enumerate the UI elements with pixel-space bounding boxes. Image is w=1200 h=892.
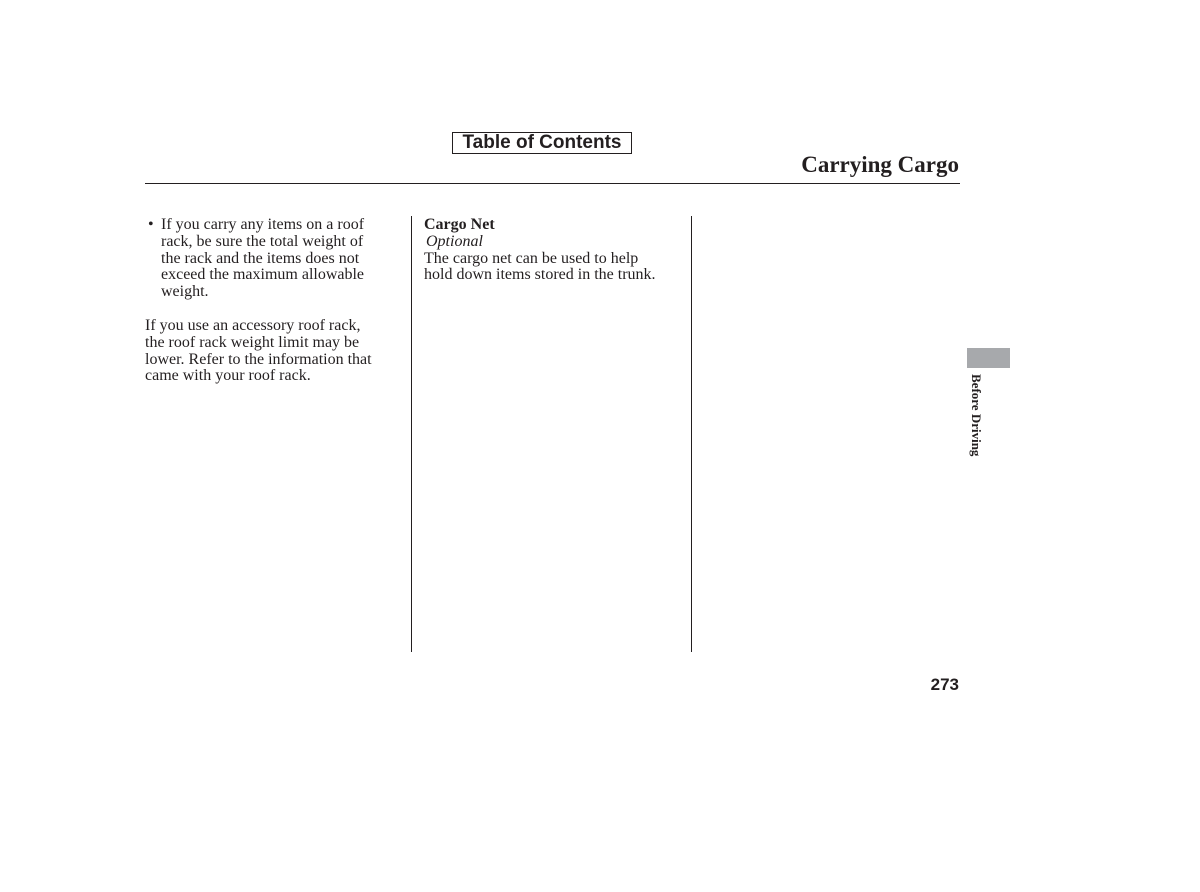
bullet-line: the rack and the items does not (161, 249, 360, 267)
paragraph-line: If you use an accessory roof rack, (145, 317, 361, 334)
page-title: Carrying Cargo (801, 152, 959, 177)
bullet-icon: • (148, 216, 154, 233)
cargo-net-line: The cargo net can be used to help (424, 249, 639, 267)
paragraph-line: came with your roof rack. (145, 367, 311, 385)
bullet-line: exceed the maximum allowable (161, 266, 365, 284)
page-number: 273 (930, 675, 959, 694)
paragraph-line: the roof rack weight limit may be (145, 333, 360, 351)
bullet-line: weight. (161, 283, 209, 301)
cargo-net-heading: Cargo Net (424, 216, 495, 233)
paragraph-line: lower. Refer to the information that (145, 350, 372, 368)
section-tab-label: Before Driving (969, 374, 984, 457)
table-of-contents-button[interactable]: Table of Contents (452, 132, 632, 154)
bullet-line: If you carry any items on a roof (161, 216, 365, 233)
cargo-net-line: hold down items stored in the trunk. (424, 266, 656, 284)
accessory-roof-rack-paragraph (145, 318, 372, 385)
header-divider (145, 183, 960, 184)
column-divider-left (411, 216, 412, 652)
column-divider-right (691, 216, 692, 652)
bullet-line: rack, be sure the total weight of (161, 232, 364, 250)
cargo-net-section (424, 217, 656, 284)
optional-label: Optional (426, 232, 483, 250)
section-tab-marker (967, 348, 1010, 368)
bullet-text (161, 217, 364, 301)
roof-rack-bullet (148, 217, 364, 301)
